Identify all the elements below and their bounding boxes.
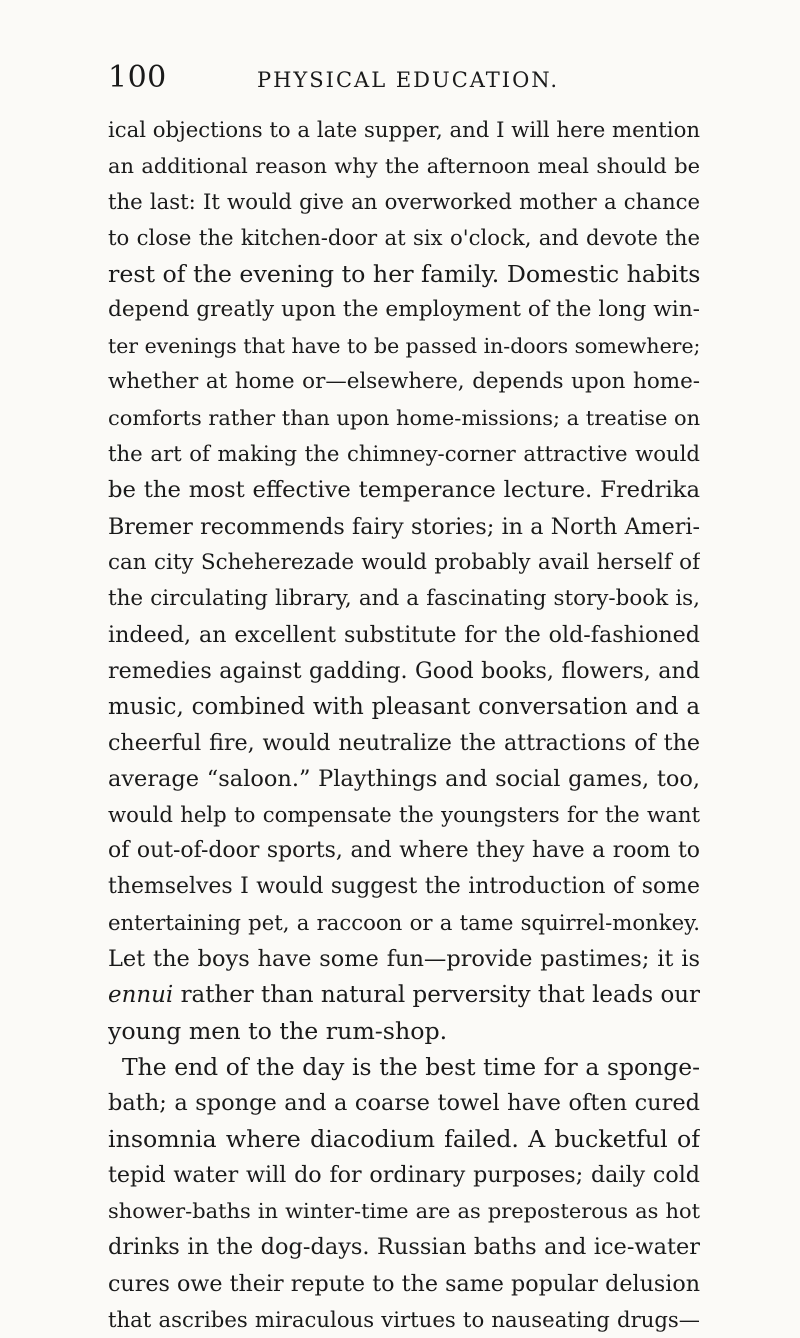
text-line: drinks in the dog-days. Russian baths and ice-water — [108, 1234, 700, 1261]
text-line: cures owe their repute to the same popular delusion — [108, 1270, 700, 1297]
text-line: music, combined with pleasant conversation and a — [108, 693, 700, 720]
text-line: whether at home or—elsewhere, depends upon home- — [108, 369, 700, 395]
text-line: young men to the rum-shop. — [108, 1017, 448, 1046]
text-line: remedies against gadding. Good books, flowers, and — [108, 657, 700, 684]
text-line: the circulating library, and a fascinating story-book is, — [108, 585, 700, 611]
text-line: indeed, an excellent substitute for the old-fashioned — [108, 621, 700, 648]
text-line: the last: It would give an overworked mother a chance — [108, 189, 700, 215]
text-line: to close the kitchen-door at six o'clock, and devote the — [108, 225, 700, 251]
italic-word: ennui — [108, 982, 174, 1009]
text-line-with-italic — [108, 977, 700, 1013]
text-line-remainder: rather than natural perversity that leads our — [180, 982, 700, 1009]
text-line: themselves I would suggest the introduction of some — [108, 873, 700, 899]
text-line: cheerful fire, would neutralize the attractions of the — [108, 729, 700, 756]
text-line: can city Scheherezade would probably avail herself of — [108, 549, 700, 575]
text-line: that ascribes miraculous virtues to nauseating drugs— — [108, 1306, 700, 1332]
text-line: insomnia where diacodium failed. A bucketful of — [108, 1125, 700, 1154]
text-line: depend greatly upon the employment of the long win- — [108, 297, 700, 323]
text-line: of out-of-door sports, and where they have a room to — [108, 837, 700, 863]
text-line: Bremer recommends fairy stories; in a North Ameri- — [108, 513, 700, 540]
text-line: rest of the evening to her family. Domestic habits — [108, 260, 700, 289]
text-line: The end of the day is the best time for a sponge- — [122, 1053, 700, 1082]
paragraph-2 — [108, 1049, 700, 1337]
text-line: comforts rather than upon home-missions; a treatise on — [108, 406, 700, 431]
text-line: entertaining pet, a raccoon or a tame squirrel-monkey. — [108, 910, 700, 936]
text-line: average “saloon.” Playthings and social games, too, — [108, 765, 700, 792]
body-text — [108, 112, 700, 1338]
text-line: would help to compensate the youngsters for the want — [108, 801, 700, 827]
running-title: PHYSICAL EDUCATION. — [256, 68, 560, 92]
text-line: bath; a sponge and a coarse towel have often cured — [108, 1090, 700, 1117]
text-line: ical objections to a late supper, and I will here mention — [108, 117, 700, 142]
text-line: Let the boys have some fun—provide pastimes; it is — [108, 946, 700, 973]
page-header — [108, 58, 708, 98]
paragraph-1 — [108, 112, 700, 1049]
text-line: an additional reason why the afternoon meal should be — [108, 154, 700, 179]
text-line: the art of making the chimney-corner attractive would — [108, 441, 700, 467]
text-line: tepid water will do for ordinary purposes; daily cold — [108, 1162, 700, 1189]
text-line: ter evenings that have to be passed in-doors somewhere; — [108, 334, 700, 359]
text-line: shower-baths in winter-time are as preposterous as hot — [108, 1199, 700, 1224]
text-line: be the most effective temperance lecture. Fredrika — [108, 477, 700, 504]
page-number: 100 — [108, 60, 167, 95]
